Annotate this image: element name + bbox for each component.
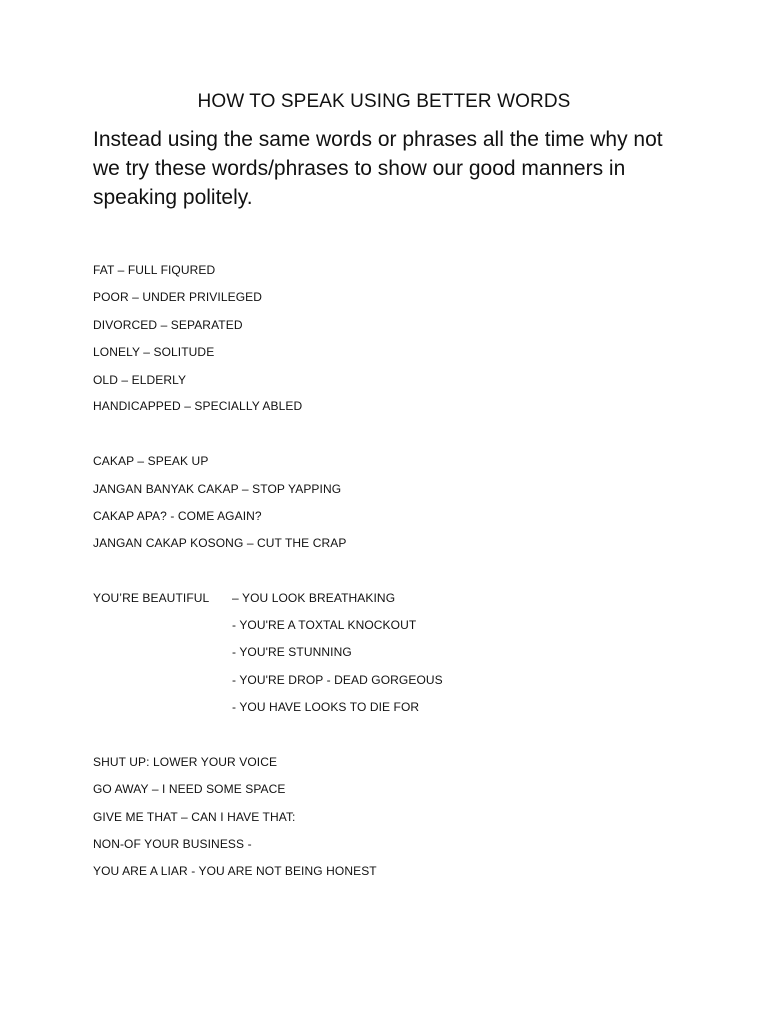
phrase-option: - YOU'RE DROP - DEAD GORGEOUS bbox=[232, 673, 443, 687]
phrase-line: SHUT UP: LOWER YOUR VOICE bbox=[93, 755, 278, 769]
phrase-line: GO AWAY – I NEED SOME SPACE bbox=[93, 782, 286, 796]
phrase-line: FAT – FULL FIQURED bbox=[93, 263, 216, 277]
phrase-line: LONELY – SOLITUDE bbox=[93, 345, 215, 359]
phrase-line: HANDICAPPED – SPECIALLY ABLED bbox=[93, 399, 303, 413]
phrase-line: JANGAN BANYAK CAKAP – STOP YAPPING bbox=[93, 482, 342, 496]
phrase-option: – YOU LOOK BREATHAKING bbox=[232, 591, 396, 605]
phrase-line: YOU ARE A LIAR - YOU ARE NOT BEING HONEST bbox=[93, 864, 377, 878]
phrase-line: NON-OF YOUR BUSINESS - bbox=[93, 837, 252, 851]
phrase-line: JANGAN CAKAP KOSONG – CUT THE CRAP bbox=[93, 536, 347, 550]
phrase-line: POOR – UNDER PRIVILEGED bbox=[93, 290, 263, 304]
phrase-line: DIVORCED – SEPARATED bbox=[93, 318, 243, 332]
document-title: HOW TO SPEAK USING BETTER WORDS bbox=[197, 91, 571, 112]
phrase-label: YOU’RE BEAUTIFUL bbox=[93, 591, 210, 605]
phrase-option: - YOU'RE A TOXTAL KNOCKOUT bbox=[232, 618, 417, 632]
phrase-line: CAKAP – SPEAK UP bbox=[93, 454, 209, 468]
phrase-line: GIVE ME THAT – CAN I HAVE THAT: bbox=[93, 810, 296, 824]
intro-paragraph: Instead using the same words or phrases all the time why not we try these words/phrases to show our good manners in speaking politely. bbox=[93, 128, 663, 209]
phrase-line: CAKAP APA? - COME AGAIN? bbox=[93, 509, 262, 523]
phrase-line: OLD – ELDERLY bbox=[93, 373, 187, 387]
phrase-option: - YOU'RE STUNNING bbox=[232, 645, 352, 659]
phrase-option: - YOU HAVE LOOKS TO DIE FOR bbox=[232, 700, 420, 714]
